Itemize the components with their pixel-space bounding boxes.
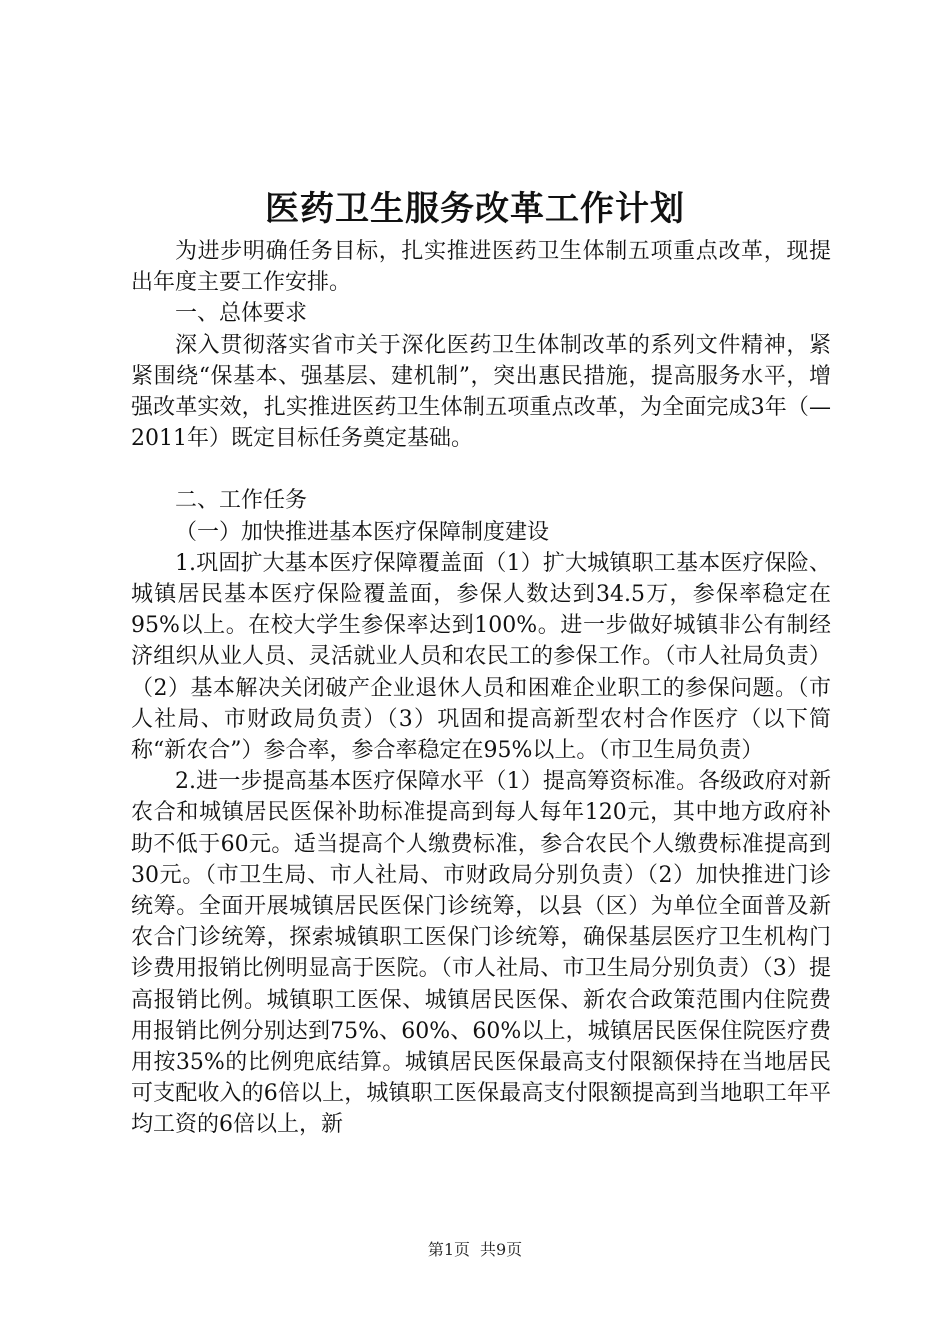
page-footer (0, 1239, 950, 1261)
page-number-current: 第1页 (427, 1240, 470, 1259)
subsection-heading-medical-insurance: （一）加快推进基本医疗保障制度建设 (175, 519, 550, 545)
task-paragraph-2: 2.进一步提高基本医疗保障水平（1）提高筹资标准。各级政府对新农合和城镇居民医保补助标准提高到每人每年120元，其中地方政府补助不低于60元。适当提高个人缴费标准，参合农民个人缴费标准提高到30元。（市卫生局、市人社局、市财政局分别负责）（2）加快推进门诊统筹。全面开展城镇居民医保门诊统筹，以县（区）为单位全面普及新农合门诊统筹，探索城镇职工医保门诊统筹，确保基层医疗卫生机构门诊费用报销比例明显高于医院。（市人社局、市卫生局分别负责）（3）提高报销比例。城镇职工医保、城镇居民医保、新农合政策范围内住院费用报销比例分别达到75%、60%、60%以上，城镇居民医保住院医疗费用按35%的比例兜底结算。城镇居民医保最高支付限额保持在当地居民可支配收入的6倍以上，城镇职工医保最高支付限额提高到当地职工年平均工资的6倍以上，新 (131, 769, 831, 1138)
page-number-total: 共9页 (480, 1240, 523, 1259)
section-heading-work-tasks: 二、工作任务 (175, 488, 308, 514)
general-requirements-paragraph: 深入贯彻落实省市关于深化医药卫生体制改革的系列文件精神，紧紧围绕“保基本、强基层、建机制”，突出惠民措施，提高服务水平，增强改革实效，扎实推进医药卫生体制五项重点改革，为全面完成3年（—2011年）既定目标任务奠定基础。 (131, 332, 831, 452)
document-title: 医药卫生服务改革工作计划 (265, 189, 685, 229)
intro-paragraph: 为进步明确任务目标，扎实推进医药卫生体制五项重点改革，现提出年度主要工作安排。 (131, 239, 831, 296)
task-paragraph-1: 1.巩固扩大基本医疗保障覆盖面（1）扩大城镇职工基本医疗保险、城镇居民基本医疗保险覆盖面，参保人数达到34.5万，参保率稳定在95%以上。在校大学生参保率达到100%。进一步做好城镇非公有制经济组织从业人员、灵活就业人员和农民工的参保工作。（市人社局负责）（2）基本解决关闭破产企业退休人员和困难企业职工的参保问题。（市人社局、市财政局负责）（3）巩固和提高新型农村合作医疗（以下简称“新农合”）参合率，参合率稳定在95%以上。（市卫生局负责） (131, 550, 831, 764)
section-heading-general-requirements: 一、总体要求 (175, 301, 308, 327)
document-body (131, 236, 831, 1141)
